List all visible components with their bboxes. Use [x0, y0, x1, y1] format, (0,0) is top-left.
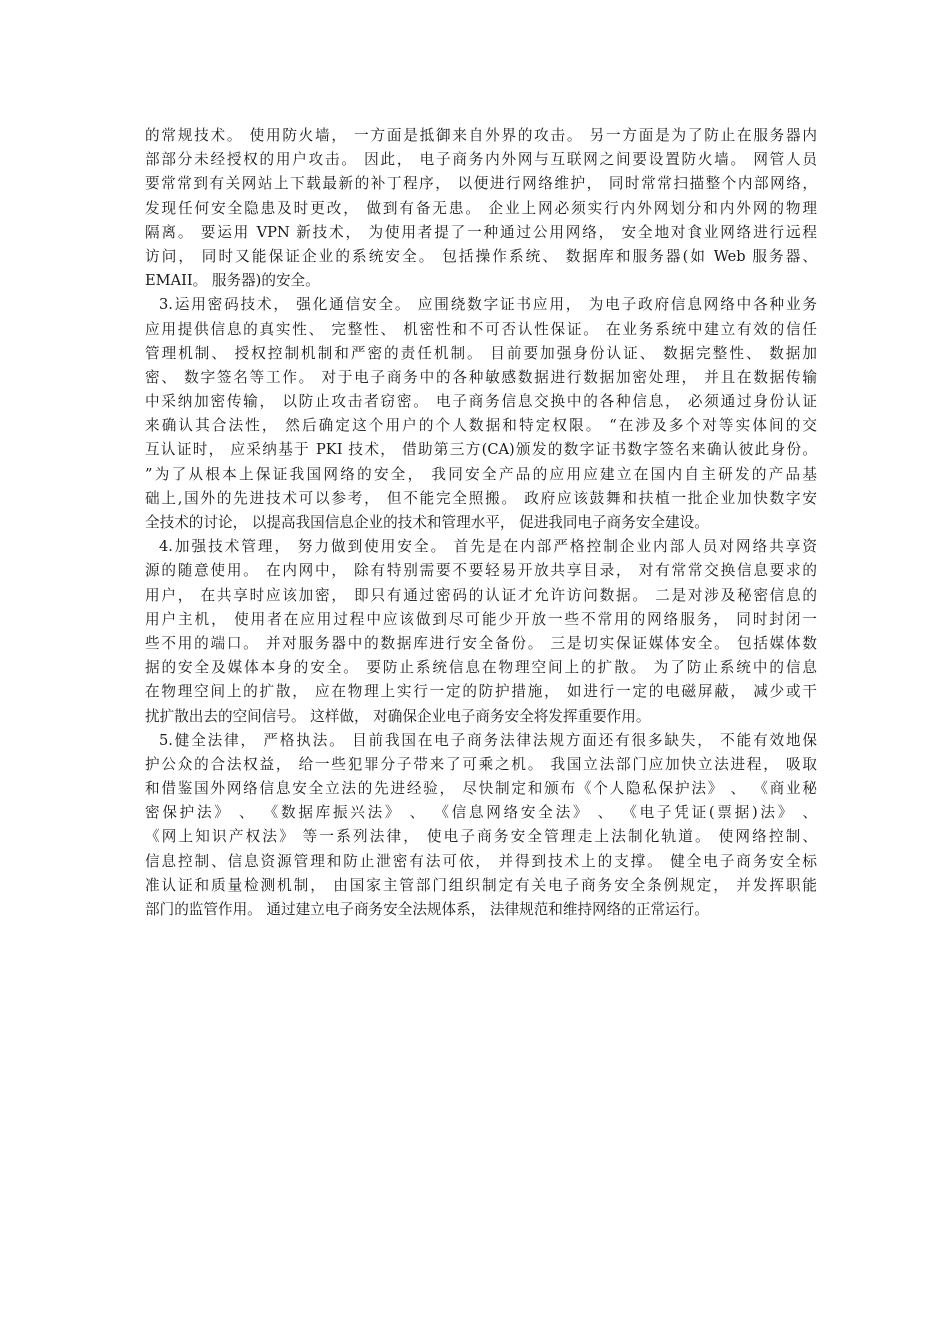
text-line: 《网上知识产权法》 等一系列法律， 使电子商务安全管理走上法制化轨道。 使网络控制、	[145, 828, 817, 846]
text-line: 护公众的合法权益， 给一些犯罪分子带来了可乘之机。 我国立法部门应加快立法进程， 吸取	[145, 755, 817, 773]
paragraph-law	[145, 729, 817, 923]
text-line: 密保护法》 、 《数据库振兴法》 、 《信息网络安全法》 、 《电子凭证(票据)法》 、	[145, 804, 817, 822]
paragraph-firewall	[145, 124, 817, 293]
text-line: 3.运用密码技术， 强化通信安全。 应围绕数字证书应用， 为电子政府信息网络中各种业务	[159, 296, 817, 314]
text-line: 用户主机， 使用者在应用过程中应该做到尽可能少开放一些不常用的网络服务， 同时封闭一	[145, 610, 817, 628]
text-line: 隔离。 要运用 VPN 新技术， 为使用者提了一种通过公用网络， 安全地对食业网络进行远程	[145, 223, 817, 241]
text-line: 访问， 同时又能保证企业的系统安全。 包括操作系统、 数据库和服务器(如 Web 服务器、	[145, 247, 817, 265]
document-body	[145, 124, 817, 922]
text-line: 来确认其合法性， 然后确定这个用户的个人数据和特定权限。 “在涉及多个对等实体间的交	[145, 417, 817, 435]
text-line: 管理机制、 授权控制机制和严密的责任机制。 目前要加强身份认证、 数据完整性、 数据加	[145, 344, 817, 362]
text-line: EMAII。 服务器)的安全。	[145, 272, 320, 290]
paragraph-management	[145, 535, 817, 729]
paragraph-crypto	[145, 293, 817, 535]
text-line: 信息控制、信息资源管理和防止泄密有法可依， 并得到技术上的支撑。 健全电子商务安全标	[145, 852, 817, 870]
text-line: 全技术的讨论， 以提高我国信息企业的技术和管理水平， 促进我同电子商务安全建设。	[145, 514, 709, 531]
text-line: 密、 数字签名等工作。 对于电子商务中的各种敏感数据进行数据加密处理， 并且在数据传输	[145, 368, 817, 386]
text-line: 要常常到有关网站上下载最新的补丁程序， 以便进行网络维护， 同时常常扫描整个内部网络，	[145, 175, 817, 193]
text-line: 础上,国外的先进技术可以参考， 但不能完全照搬。 政府应该鼓舞和扶植一批企业加快数字安	[145, 489, 817, 507]
text-line: 扰扩散出去的空间信号。 这样做， 对确保企业电子商务安全将发挥重要作用。	[145, 707, 651, 725]
text-line: 部部分未经授权的用户攻击。 因此， 电子商务内外网与互联网之间要设置防火墙。 网管人员	[145, 151, 817, 169]
text-line: 准认证和质量检测机制， 由国家主管部门组织制定有关电子商务安全条例规定， 并发挥职能	[145, 876, 817, 894]
text-line: 用户， 在共享时应该加密， 即只有通过密码的认证才允许访问数据。 二是对涉及秘密信息的	[145, 586, 817, 604]
text-line: 部门的监管作用。 通过建立电子商务安全法规体系， 法律规范和维持网络的正常运行。	[145, 901, 709, 918]
text-line: 在物理空间上的扩散， 应在物理上实行一定的防护措施， 如进行一定的电磁屏蔽， 减少或干	[145, 683, 817, 701]
text-line: 发现任何安全隐患及时更改， 做到有备无患。 企业上网必须实行内外网划分和内外网的物理	[145, 199, 817, 217]
text-line: 5.健全法律， 严格执法。 目前我国在电子商务法律法规方面还有很多缺失， 不能有效地保	[159, 731, 817, 749]
text-line: 4.加强技术管理， 努力做到使用安全。 首先是在内部严格控制企业内部人员对网络共享资	[159, 538, 817, 556]
text-line: 互认证时， 应采纳基于 PKI 技术， 借助第三方(CA)颁发的数字证书数字签名来确认彼此身份。	[145, 441, 817, 459]
text-line: 源的随意使用。 在内网中， 除有特别需要不要轻易开放共享目录， 对有常常交换信息要求的	[145, 562, 817, 580]
text-line: 些不用的端口。 并对服务器中的数据库进行安全备份。 三是切实保证媒体安全。 包括媒体数	[145, 634, 817, 652]
text-line: 和借鉴国外网络信息安全立法的先进经验， 尽快制定和颁布《个人隐私保护法》 、 《商业秘	[145, 780, 817, 798]
text-line: 中采纳加密传输， 以防止攻击者窃密。 电子商务信息交换中的各种信息， 必须通过身份认证	[145, 393, 817, 411]
text-line: ”为了从根本上保证我国网络的安全， 我同安全产品的应用应建立在国内自主研发的产品基	[145, 465, 817, 483]
text-line: 应用提供信息的真实性、 完整性、 机密性和不可否认性保证。 在业务系统中建立有效的信任	[145, 320, 817, 338]
text-line: 的常规技术。 使用防火墙， 一方面是抵御来自外界的攻击。 另一方面是为了防止在服务器内	[145, 127, 817, 144]
text-line: 据的安全及媒体本身的安全。 要防止系统信息在物理空间上的扩散。 为了防止系统中的信息	[145, 659, 817, 677]
